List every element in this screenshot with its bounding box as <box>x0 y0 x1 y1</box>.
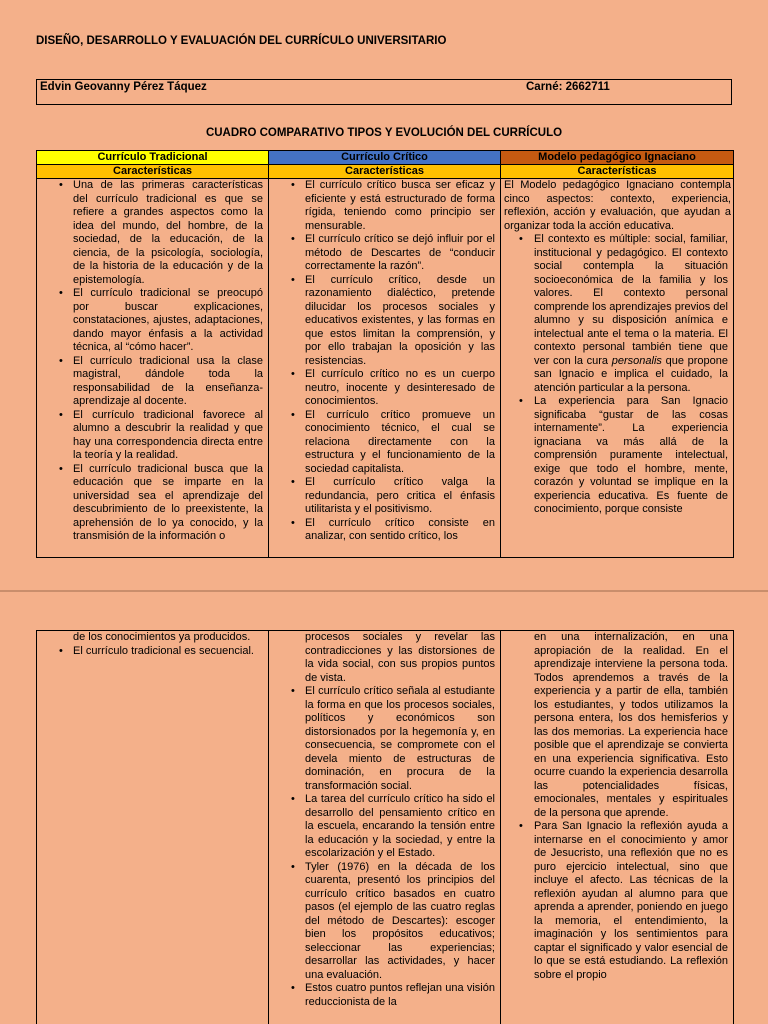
list-item: • El currículo crítico, desde un razonamiento dialéctico, pretende dilucidar los procesos sociales y educativos existentes, y las formas en que estos limitan la comprensión, y por ello trabajan la oposición y las resistencias. <box>269 274 495 369</box>
subheader-critical: Características <box>269 165 501 179</box>
traditional-cell <box>37 631 269 1024</box>
comparison-table <box>36 150 734 558</box>
document-title: DISEÑO, DESARROLLO Y EVALUACIÓN DEL CURRÍCULO UNIVERSITARIO <box>36 35 447 47</box>
traditional-cell <box>37 179 269 558</box>
list-item: • El currículo crítico valga la redundancia, pero critica el énfasis utilitarista y el positivismo. <box>269 476 495 517</box>
column-header-ignatian: Modelo pedagógico Ignaciano <box>501 151 734 165</box>
list-item: • El currículo crítico no es un cuerpo neutro, inocente y desinteresado de conocimientos. <box>269 368 495 409</box>
ignatian-intro: El Modelo pedagógico Ignaciano contempla cinco aspectos: contexto, experiencia, reflexión, acción y evaluación, que ayudan a organizar toda la acción educativa. <box>504 179 731 232</box>
list-item: • El currículo tradicional busca que la educación que se imparte en la universidad sea el aprendizaje del descubrimiento de lo preexistente, la aprehensión de lo ya conocido, y la transmisión de la información o <box>37 463 263 544</box>
item-text: que propone san Ignacio e implica el cuidado, la atención particular a la persona. <box>534 354 728 394</box>
document-page-2 <box>0 592 768 1024</box>
comparison-table-continued <box>36 630 734 1024</box>
list-item: • Estos cuatro puntos reflejan una visión reduccionista de la <box>269 982 495 1009</box>
continued-text: en una internalización, en una apropiación de la realidad. En el aprendizaje interviene la persona toda. Todos aprendemos a través de la experiencia y a partir de ella, también los estudiantes, y todos utilizamos la persona entera, los dos hemisferios y las dos memorias. La experiencia hace posible que el aprendizaje se convierta en una experiencia significativa. Esto ocurre cuando la experiencia desarrolla las potencialidades físicas, emocionales, mentales y espirituales de la persona que aprende. <box>534 631 728 819</box>
list-item: • El currículo crítico consiste en analizar, con sentido crítico, los <box>269 517 495 544</box>
list-item: • El currículo tradicional usa la clase magistral, dándole toda la responsabilidad de la enseñanza-aprendizaje al docente. <box>37 355 263 409</box>
list-item: • Una de las primeras características del currículo tradicional es que se refiere a grandes aspectos como la idea del mundo, del hombre, de la sociedad, de la educación, de la ciencia, de la psicología, sociología, de la historia de la educación y de la epistemología. <box>37 179 263 287</box>
list-item <box>501 233 728 395</box>
ignatian-cell <box>501 631 734 1024</box>
list-item: • El currículo crítico promueve un conocimiento técnico, el cual se relaciona directamente con la estructura y el funcionamiento de la sociedad capitalista. <box>269 409 495 477</box>
list-item: • El currículo tradicional se preocupó por buscar explicaciones, constataciones, ajustes, adaptaciones, dando mayor énfasis a la actividad técnica, al “cómo hacer”. <box>37 287 263 355</box>
list-item: • Tyler (1976) en la década de los cuarenta, presentó los principios del currículo crítico basados en cuatro pasos (el ejemplo de las cuatro reglas del método de Descartes): escoger bien los propósitos educativos; seleccionar las experiencias; desarrollar las actividades, y hacer una evaluación. <box>269 861 495 983</box>
continued-text: procesos sociales y revelar las contradicciones y las distorsiones de la vida social, con sus propios puntos de vista. <box>305 631 495 684</box>
list-item: • El currículo tradicional es secuencial. <box>37 645 263 659</box>
student-name: Edvin Geovanny Pérez Táquez <box>40 81 207 93</box>
list-item: • La experiencia para San Ignacio significaba “gustar de las cosas internamente”. La experiencia ignaciana va más allá de la comprensión puramente intelectual, exige que todo el hombre, mente, corazón y voluntad se implique en la experiencia educativa. Es fuente de conocimiento, porque consiste <box>501 395 728 517</box>
item-text: El contexto es múltiple: social, familiar, institucional y pedagógico. El contexto social contempla la situación socioeconómica de la familia y los valores. El contexto personal comprende los aprendizajes previos del alumno y su disposición anímica e intelectual ante el tema o la materia. El contexto personal también tiene que ver con la cura <box>534 233 728 367</box>
ignatian-cell <box>501 179 734 558</box>
list-item: • El currículo tradicional favorece al alumno a descubrir la realidad y que hay una correspondencia directa entre la teoría y la realidad. <box>37 409 263 463</box>
critical-cell <box>269 179 501 558</box>
critical-cell <box>269 631 501 1024</box>
student-info-box <box>36 79 732 105</box>
column-header-critical: Currículo Crítico <box>269 151 501 165</box>
subheader-ignatian: Características <box>501 165 734 179</box>
list-item: • Para San Ignacio la reflexión ayuda a internarse en el conocimiento y amor de Jesucristo, una reflexión que no es puro ejercicio intelectual, sino que incluye el afecto. Las técnicas de la reflexión ayudan al alumno para que aprenda a aprender, poniendo en juego la memoria, el entendimiento, la imaginación y los sentimientos para captar el significado y valor esencial de lo que se está estudiando. La reflexión sobre el propio <box>501 820 728 982</box>
continued-text: de los conocimientos ya producidos. <box>73 631 251 643</box>
subheader-traditional: Características <box>37 165 269 179</box>
table-title: CUADRO COMPARATIVO TIPOS Y EVOLUCIÓN DEL CURRÍCULO <box>205 127 563 139</box>
italic-term: personalis <box>611 354 662 367</box>
list-item: • El currículo crítico se dejó influir por el método de Descartes de “conducir correctamente la razón”. <box>269 233 495 274</box>
student-id: Carné: 2662711 <box>526 81 610 93</box>
column-header-traditional: Currículo Tradicional <box>37 151 269 165</box>
list-item: • La tarea del currículo crítico ha sido el desarrollo del pensamiento crítico en la escuela, encarando la tensión entre la educación y la sociedad, y entre la escolarización y el Estado. <box>269 793 495 861</box>
list-item: • El currículo crítico busca ser eficaz y eficiente y está estructurado de forma rígida, teniendo como principio ser mensurable. <box>269 179 495 233</box>
list-item: • El currículo crítico señala al estudiante la forma en que los procesos sociales, políticos y económicos son distorsionados por la hegemonía y, en consecuencia, se compromete con el devela miento de estructuras de dominación, en procura de la transformación social. <box>269 685 495 793</box>
